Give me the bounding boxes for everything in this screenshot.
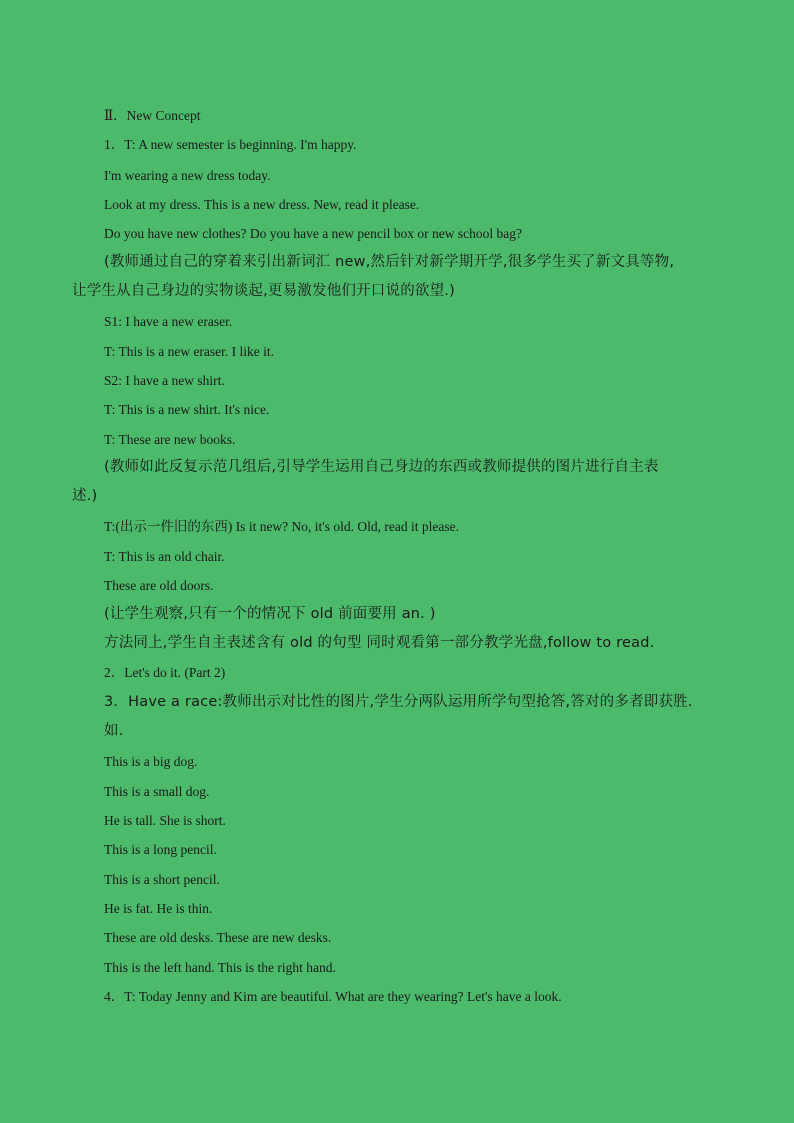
text-line: T: This is a new eraser. I like it.: [104, 344, 275, 359]
text-line: S2: I have a new shirt.: [104, 373, 225, 388]
text-line: S1: I have a new eraser.: [104, 314, 233, 329]
text-line: 3．Have a race:教师出示对比性的图片,学生分两队运用所学句型抢答,答对的多者即获胜.: [104, 694, 693, 710]
text-line: This is a big dog.: [104, 754, 198, 769]
text-line: 4．T: Today Jenny and Kim are beautiful. What are they wearing? Let's have a look.: [104, 989, 562, 1004]
text-line: T: This is a new shirt. It's nice.: [104, 402, 270, 417]
text-line: Look at my dress. This is a new dress. New, read it please.: [104, 197, 420, 212]
text-line: These are old desks. These are new desks.: [104, 930, 332, 945]
text-line: T:(出示一件旧的东西) Is it new? No, it's old. Old, read it please.: [104, 519, 459, 534]
text-line: This is a long pencil.: [104, 842, 217, 857]
section-heading: Ⅱ．New Concept: [104, 108, 201, 123]
text-line: T: This is an old chair.: [104, 549, 225, 564]
text-line: T: These are new books.: [104, 432, 236, 447]
text-line: 如.: [104, 723, 124, 739]
text-line: He is tall. She is short.: [104, 813, 226, 828]
text-line: These are old doors.: [104, 578, 214, 593]
text-line: Do you have new clothes? Do you have a new pencil box or new school bag?: [104, 226, 522, 241]
text-line: I'm wearing a new dress today.: [104, 168, 271, 183]
text-line: This is a short pencil.: [104, 872, 220, 887]
text-line: This is the left hand. This is the right hand.: [104, 960, 336, 975]
text-line: 1．T: A new semester is beginning. I'm happy.: [104, 137, 357, 152]
text-line: This is a small dog.: [104, 784, 210, 799]
text-line: 述.): [72, 488, 98, 504]
text-line: He is fat. He is thin.: [104, 901, 213, 916]
text-line: (教师通过自己的穿着来引出新词汇 new,然后针对新学期开学,很多学生买了新文具等物,: [104, 254, 675, 270]
text-line: 方法同上,学生自主表述含有 old 的句型 同时观看第一部分教学光盘,follow to read.: [104, 635, 655, 651]
text-line: (教师如此反复示范几组后,引导学生运用自己身边的东西或教师提供的图片进行自主表: [104, 459, 659, 475]
text-line: 让学生从自己身边的实物谈起,更易激发他们开口说的欲望.): [72, 283, 455, 299]
text-line: 2．Let's do it. (Part 2): [104, 665, 226, 680]
text-line: (让学生观察,只有一个的情况下 old 前面要用 an. ): [104, 606, 436, 622]
